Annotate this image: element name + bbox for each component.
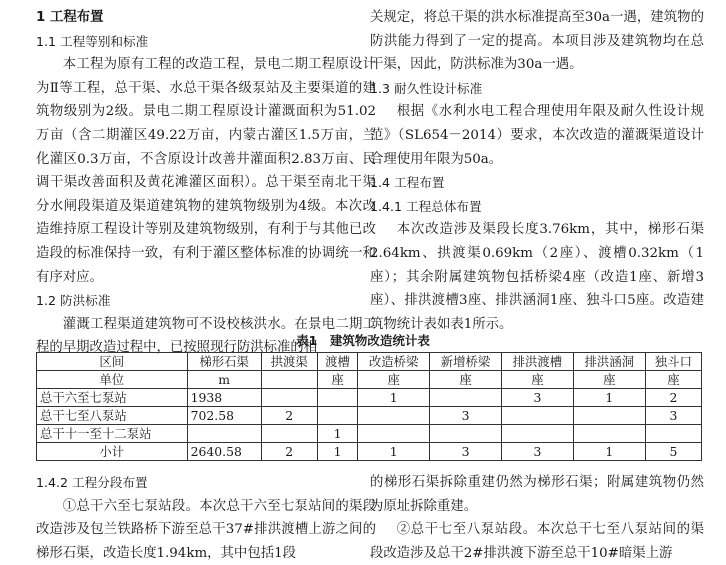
table-cell [501, 425, 573, 443]
paragraph-flood-continued: 关规定，将总干渠的洪水标准提高至30a一遇，建筑物的防洪能力得到了一定的提高。本项目涉及建筑物均在总干渠，因此，防洪标准为30a一遇。 [370, 10, 704, 73]
table-cell: 1 [358, 443, 430, 461]
paragraph-overall-layout: 本次改造涉及渠段长度3.76km，其中，梯形石渠2.64km、拱渡渠0.69km（2座）、渡槽0.32km（1座）；其余附属建筑物包括桥梁4座（改造1座、新增3座）、排洪渡槽3座、排洪涵洞1座、独斗口5座。改造建筑物统计表如表1所示。 [370, 222, 704, 332]
table-cell [317, 389, 357, 407]
table-caption: 表1 建筑物改造统计表 [296, 333, 430, 348]
table-header-cell: 新增桥梁 [430, 353, 502, 371]
table-header-cell: 渡槽 [317, 353, 357, 371]
table-cell [430, 425, 502, 443]
heading-1-3: 1.3 耐久性设计标准 [370, 80, 483, 96]
table-header-cell: 独斗口 [645, 353, 701, 371]
table-unit-row [37, 371, 702, 389]
table-cell [358, 425, 430, 443]
table-cell: 1 [317, 425, 357, 443]
table-cell [317, 407, 357, 425]
table-cell: 1938 [187, 389, 261, 407]
table-header-cell: 拱渡渠 [261, 353, 317, 371]
table-cell: 1 [317, 443, 357, 461]
table-cell [261, 425, 317, 443]
left-column [36, 6, 376, 360]
paragraph-grade-standard: 本工程为原有工程的改造工程，景电二期工程原设计为Ⅱ等工程，总干渠、水总干渠各级泵站及主要渠道的建筑物级别为2级。景电二期工程原设计灌溉面积为51.02万亩（含二期灌区49.22万亩，内蒙古灌区1.5万亩，兰化灌区0.3万亩，不含原设计改善井灌面积2.83万亩、民调干渠改善面积及黄花滩灌区面积）。总干渠至南北干渠分水闸段渠道及渠道建筑物的建筑物级别为4级。本次改造维持原工程设计等别及建筑物级别，有利于与其他已改造段的标准保持一致，有利于灌区整体标准的协调统一和有序对应。 [36, 57, 376, 285]
heading-1-1: 1.1 工程等别和标准 [36, 33, 149, 49]
paragraph-flood-standard: 灌溉工程渠道建筑物可不设校核洪水。在景电二期工程的早期改造过程中，已按照现行防洪标准的相 [36, 316, 376, 356]
table-header-cell: 排洪渡槽 [501, 353, 573, 371]
paragraph-durability: 根据《水利水电工程合理使用年限及耐久性设计规范》（SL654－2014）要求，本次改造的灌溉渠道设计合理使用年限为50a。 [370, 104, 704, 167]
table-cell [261, 389, 317, 407]
table-cell: 2 [645, 389, 701, 407]
table-unit-cell: 座 [358, 371, 430, 389]
table-cell-section: 小计 [37, 443, 188, 461]
table-row [37, 407, 702, 425]
table-unit-cell: 座 [317, 371, 357, 389]
table-cell: 3 [430, 407, 502, 425]
table-header-cell: 梯形石渠 [187, 353, 261, 371]
paragraph-section-6-7: ①总干六至七泵站段。本次总干六至七泵站间的渠段改造涉及包兰铁路桥下游至总干37#排洪渡槽上游之间的梯形石渠，改造长度1.94km，其中包括1段 [36, 498, 376, 561]
table-row [37, 389, 702, 407]
table-cell-section: 总干十一至十二泵站 [37, 425, 188, 443]
table-header-cell: 排洪涵洞 [573, 353, 645, 371]
table-header-cell: 改造桥梁 [358, 353, 430, 371]
heading-1: 1 工程布置 [36, 10, 104, 25]
building-renovation-table [36, 352, 702, 461]
table-total-row [37, 443, 702, 461]
table-cell: 702.58 [187, 407, 261, 425]
table-cell [358, 407, 430, 425]
table-cell: 2 [261, 443, 317, 461]
table-cell [430, 389, 502, 407]
table-cell [573, 425, 645, 443]
table-cell: 3 [430, 443, 502, 461]
table-unit-cell: m [187, 371, 261, 389]
table-cell: 3 [501, 443, 573, 461]
table-cell [501, 407, 573, 425]
table-cell-section: 总干六至七泵站 [37, 389, 188, 407]
table-cell: 1 [573, 389, 645, 407]
heading-1-4: 1.4 工程布置 [370, 175, 445, 191]
table-unit-cell: 座 [573, 371, 645, 389]
table-header-cell: 区间 [37, 353, 188, 371]
bottom-right-column [370, 471, 704, 565]
bottom-left-column [36, 471, 376, 565]
table-cell [573, 407, 645, 425]
heading-1-4-2: 1.4.2 工程分段布置 [36, 475, 148, 490]
table-cell: 2640.58 [187, 443, 261, 461]
table-cell: 3 [501, 389, 573, 407]
heading-1-2: 1.2 防洪标准 [36, 293, 111, 309]
right-column [370, 6, 704, 336]
table-cell [187, 425, 261, 443]
table-unit-cell: 座 [430, 371, 502, 389]
table-cell: 3 [645, 407, 701, 425]
table-row [37, 425, 702, 443]
table-unit-cell: 座 [645, 371, 701, 389]
table-cell: 2 [261, 407, 317, 425]
table-cell: 1 [358, 389, 430, 407]
table-cell-section: 总干七至八泵站 [37, 407, 188, 425]
table-unit-cell: 单位 [37, 371, 188, 389]
heading-1-4-1: 1.4.1 工程总体布置 [370, 198, 482, 214]
table-cell: 5 [645, 443, 701, 461]
table-cell: 1 [573, 443, 645, 461]
paragraph-section-7-8: ②总干七至八泵站段。本次总干七至八泵站间的渠段改造涉及总干2#排洪渡下游至总干10#暗渠上游 [370, 522, 704, 561]
paragraph-section-6-7-continued: 的梯形石渠拆除重建仍然为梯形石渠；附属建筑物仍然为原址拆除重建。 [370, 475, 704, 514]
table-header-row [37, 353, 702, 371]
table-cell [645, 425, 701, 443]
table-unit-cell [261, 371, 317, 389]
table-unit-cell: 座 [501, 371, 573, 389]
